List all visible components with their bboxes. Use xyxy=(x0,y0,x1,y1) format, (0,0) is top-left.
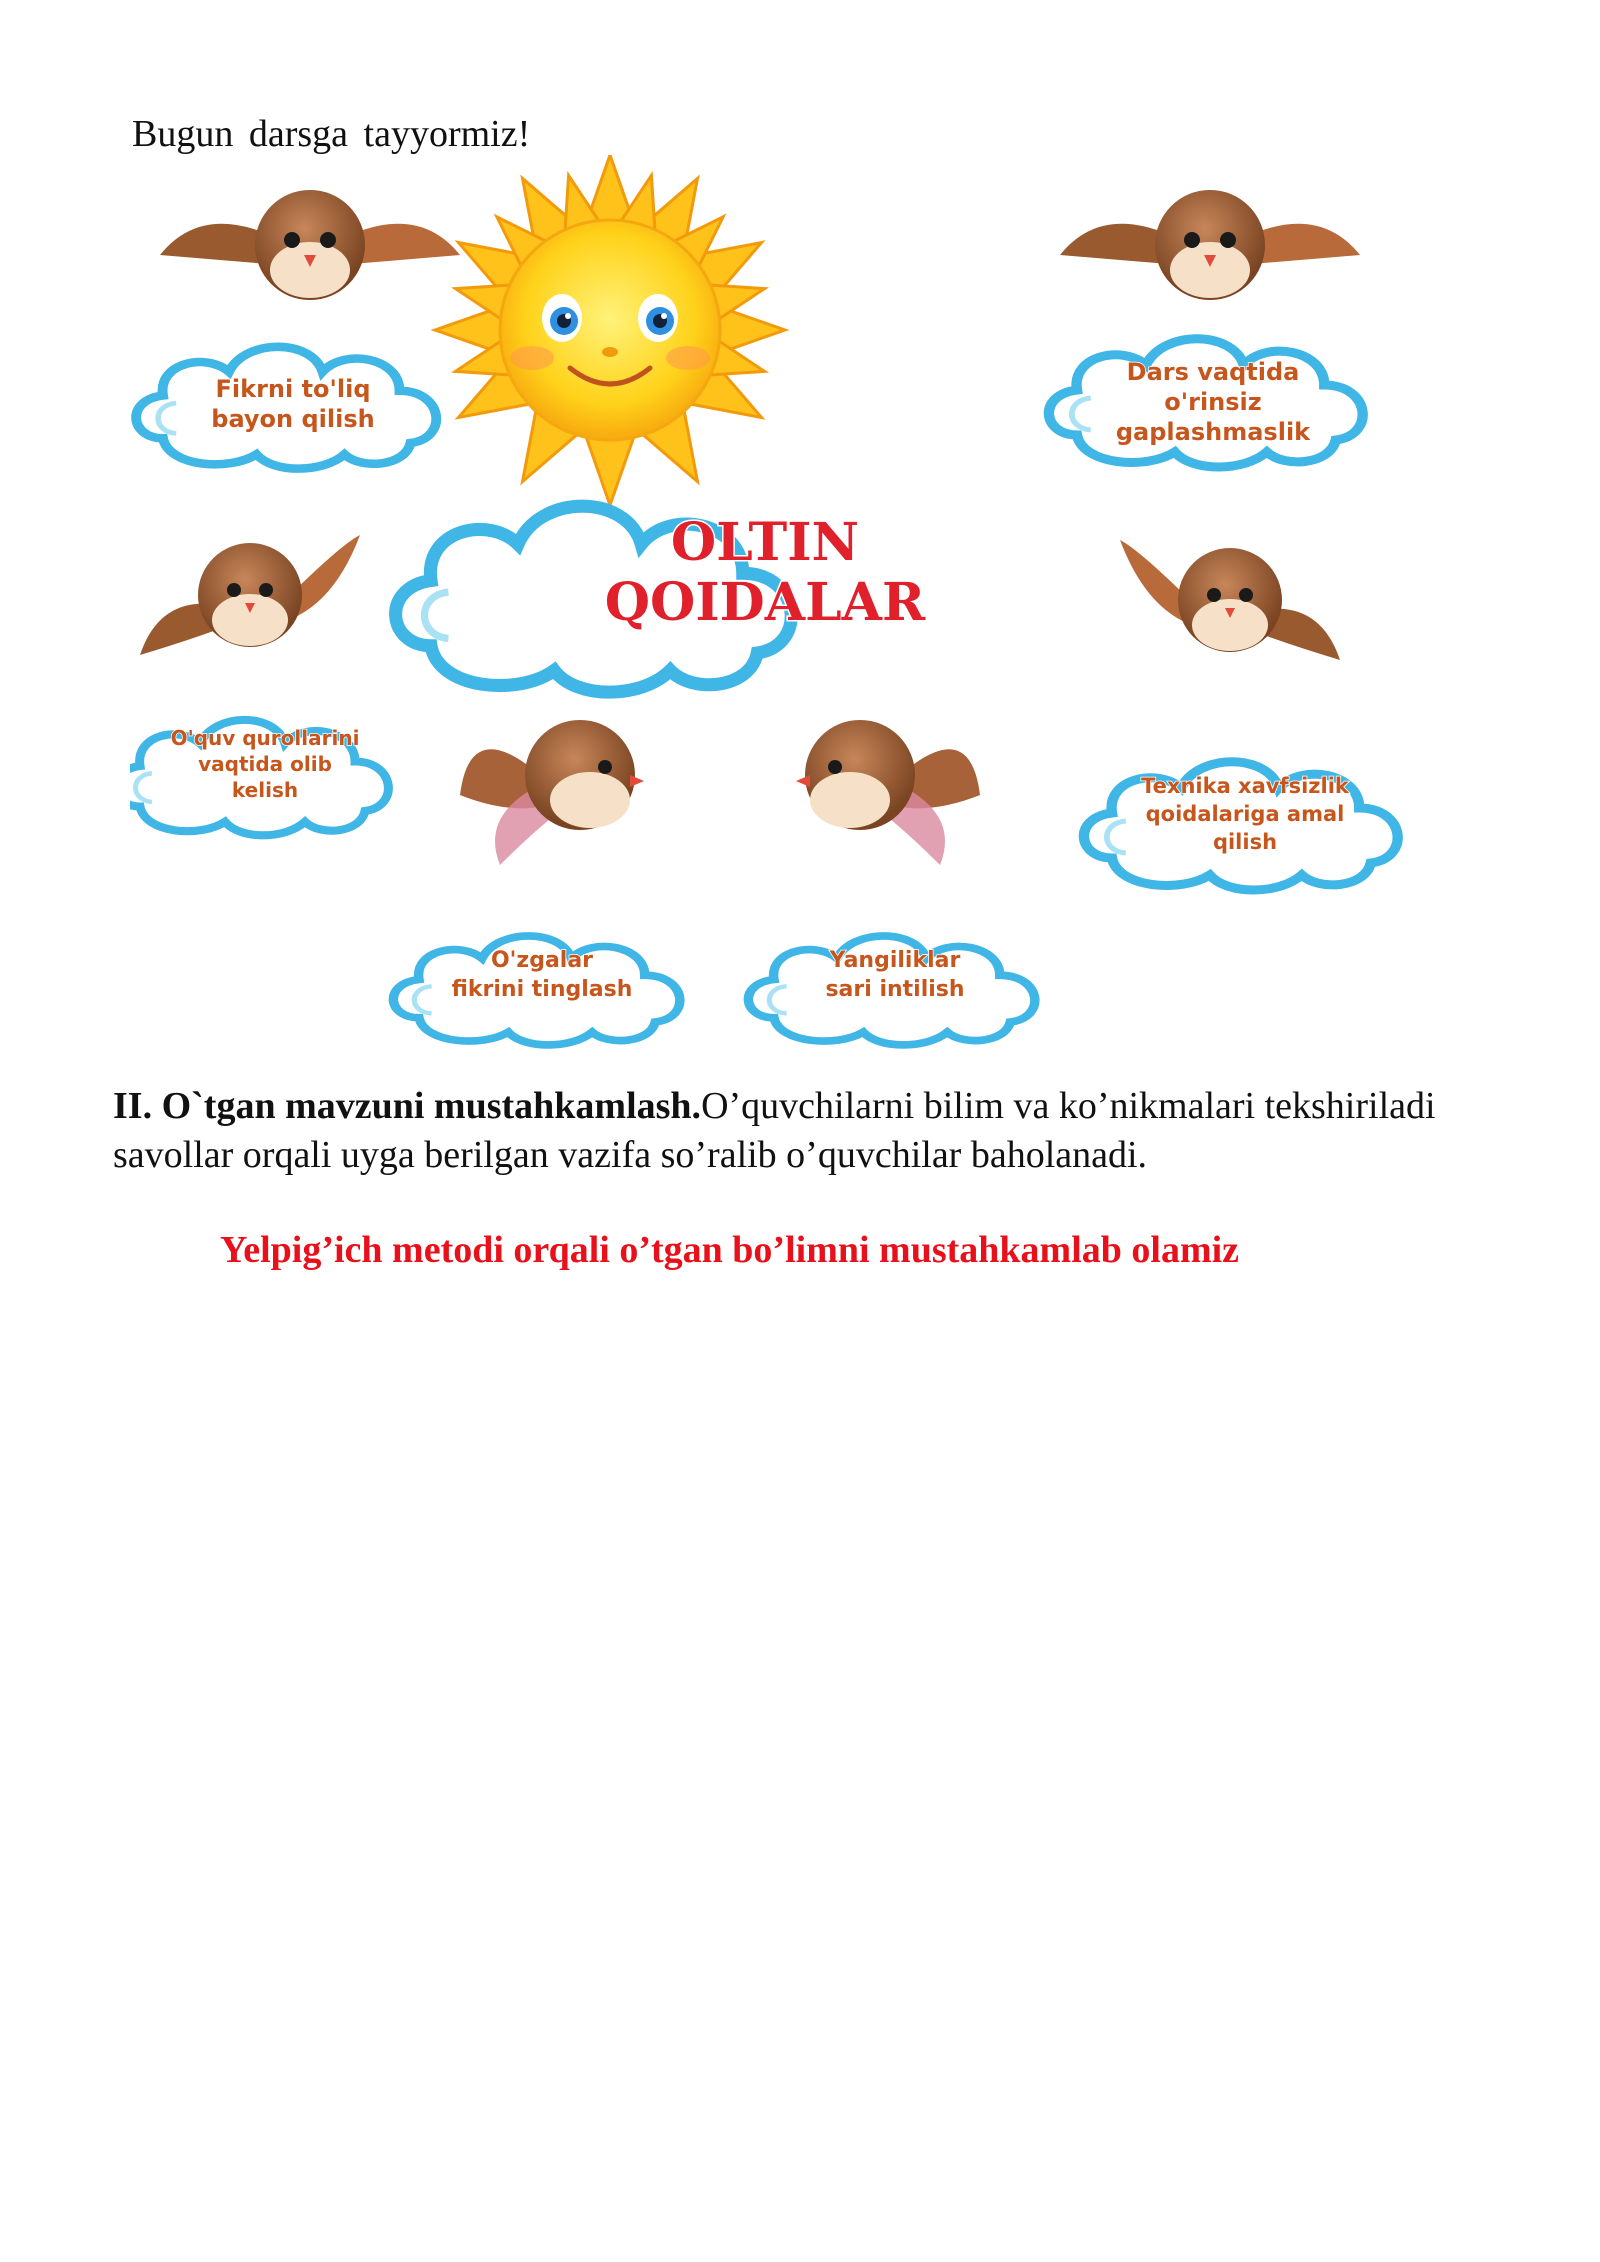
rule-5-line-2: fikrini tinglash xyxy=(451,977,633,1002)
section-paragraph xyxy=(113,1082,1453,1180)
rule-3-line-1: O'quv qurollarini xyxy=(170,726,360,750)
bird-illustration xyxy=(796,720,980,865)
rule-6-line-2: sari intilish xyxy=(825,977,965,1002)
section-body: O’quvchilarni bilim va ko’nikmalari tekshiriladi savollar orqali uyga berilgan vazifa so’ralib o’quvchilar baholanadi. xyxy=(113,1085,1436,1176)
rule-4-line-1: Texnika xavfsizlik xyxy=(1141,774,1349,798)
rule-4-line-3: qilish xyxy=(1212,830,1278,854)
section-heading: II. O`tgan mavzuni mustahkamlash. xyxy=(113,1085,702,1127)
bird-illustration xyxy=(1060,190,1360,300)
bird-illustration xyxy=(460,720,644,865)
rule-1-line-1: Fikrni to'liq xyxy=(215,375,371,403)
rule-3-line-3: kelish xyxy=(231,778,299,802)
intro-text: Bugun darsga tayyormiz! xyxy=(132,113,531,155)
rule-3-line-2: vaqtida olib xyxy=(198,752,332,776)
rule-6-line-1: Yangiliklar xyxy=(829,948,961,973)
rule-2-line-2: o'rinsiz xyxy=(1164,388,1262,416)
rule-2-line-1: Dars vaqtida xyxy=(1126,358,1300,386)
bird-illustration xyxy=(1120,540,1340,660)
bird-illustration xyxy=(140,535,360,655)
poster-title-line2: QOIDALAR xyxy=(604,572,926,633)
sun-illustration xyxy=(435,155,785,505)
golden-rules-poster xyxy=(130,155,1410,1055)
rule-1-line-2: bayon qilish xyxy=(211,405,375,433)
poster-title-line1: OLTIN xyxy=(670,512,860,573)
bird-illustration xyxy=(160,190,460,300)
method-highlight-line: Yelpig’ich metodi orqali o’tgan bo’limni mustahkamlab olamiz xyxy=(220,1229,1240,1271)
rule-2-line-3: gaplashmaslik xyxy=(1115,418,1311,446)
rule-5-line-1: O'zgalar xyxy=(490,948,594,973)
rule-4-line-2: qoidalariga amal xyxy=(1145,802,1345,826)
